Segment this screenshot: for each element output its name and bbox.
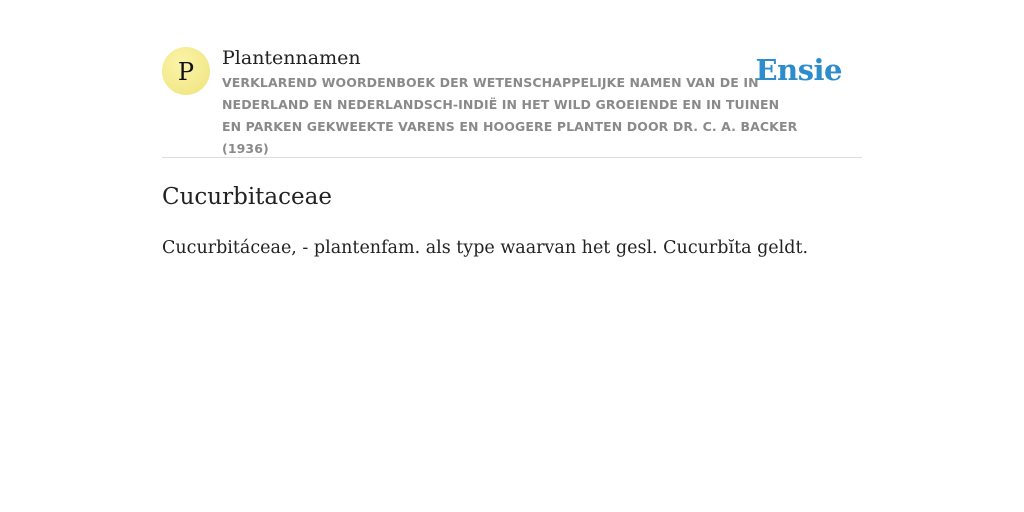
dictionary-logo-badge[interactable] xyxy=(162,47,210,95)
entry-title: Cucurbitaceae xyxy=(162,184,332,210)
header-divider xyxy=(162,157,862,158)
dictionary-title[interactable]: Plantennamen xyxy=(222,47,361,69)
ensie-brand-link[interactable]: Ensie xyxy=(755,53,842,87)
dictionary-header xyxy=(162,44,862,157)
dictionary-subtitle: VERKLAREND WOORDENBOEK DER WETENSCHAPPELIJKE NAMEN VAN DE IN NEDERLAND EN NEDERLANDSCH-INDIË IN HET WILD GROEIENDE EN IN TUINEN EN PARKEN GEKWEEKTE VARENS EN HOOGERE PLANTEN DOOR DR. C. A. BACKER (1936) xyxy=(222,75,798,156)
logo-letter: P xyxy=(177,57,195,86)
entry-definition: Cucurbitáceae, - plantenfam. als type waarvan het gesl. Cucurbĭta geldt. xyxy=(162,238,809,258)
